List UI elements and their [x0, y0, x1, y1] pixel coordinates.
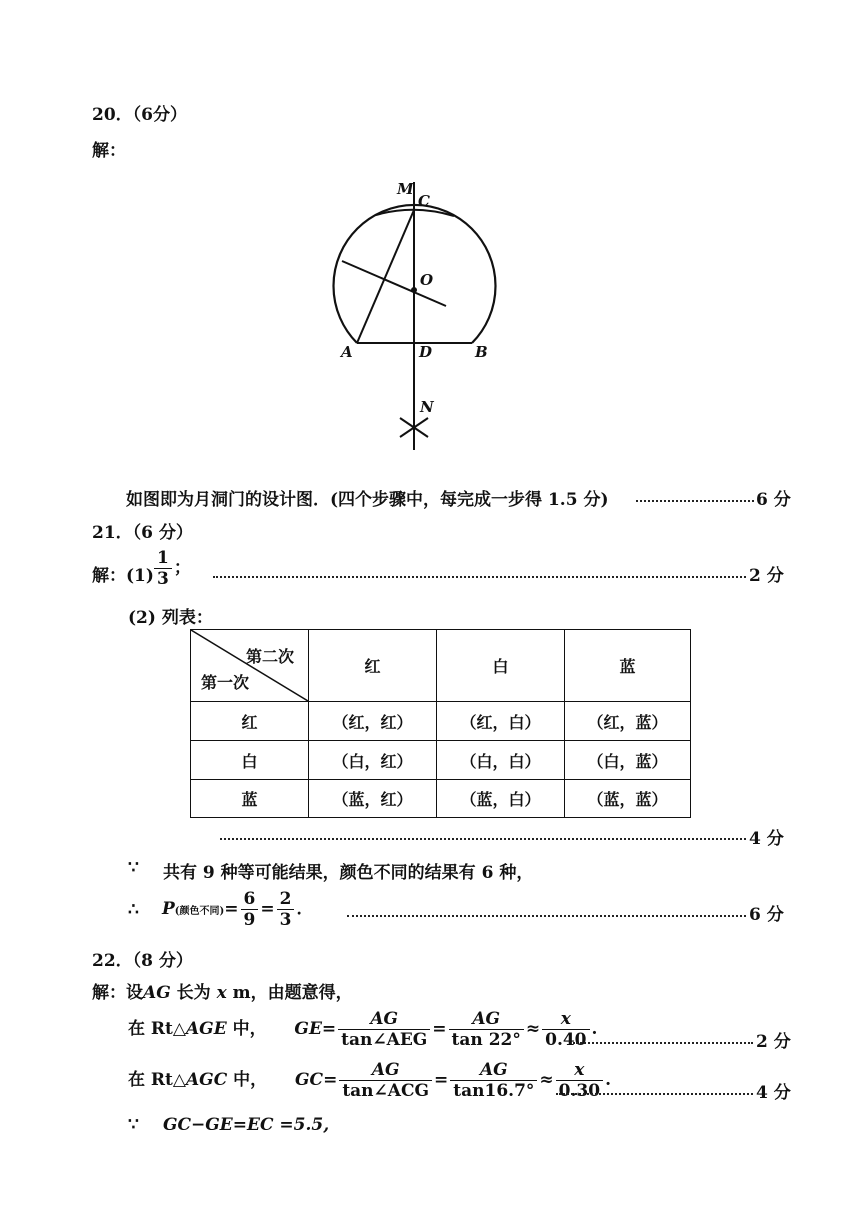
q20-score: 6 分 — [756, 490, 791, 510]
line1-lhs: GE — [294, 1019, 322, 1039]
label-n: N — [420, 398, 434, 416]
q21-because-text: 共有 9 种等可能结果，颜色不同的结果有 6 种， — [163, 863, 534, 883]
q20-number: 20．（6分） — [92, 105, 187, 125]
end-dot: ． — [296, 899, 314, 919]
label-c: C — [418, 192, 430, 210]
table-cell: （蓝，白） — [437, 780, 565, 818]
therefore-symbol: ∴ — [128, 900, 139, 920]
intro-pre: 解：设 — [92, 983, 143, 1003]
label-a: A — [341, 343, 353, 361]
fraction-denominator: 9 — [243, 910, 256, 930]
table-row — [191, 741, 691, 780]
q21-table-leader — [220, 838, 746, 840]
q21-part1-fraction — [152, 548, 191, 589]
col-header: 红 — [309, 630, 437, 702]
table-cell: （红，蓝） — [565, 702, 691, 741]
row-header: 蓝 — [191, 780, 309, 818]
q20-jie: 解： — [92, 141, 126, 161]
col-header: 蓝 — [565, 630, 691, 702]
table-row — [191, 780, 691, 818]
corner-first-label: 第一次 — [201, 673, 250, 692]
q22-line2-score: 4 分 — [756, 1083, 791, 1103]
q22-line1-score: 2 分 — [756, 1032, 791, 1052]
row-header: 白 — [191, 741, 309, 780]
intro-x: x — [216, 983, 227, 1003]
approx-symbol: ≈ — [539, 1070, 554, 1090]
fraction-numerator: AG — [449, 1009, 524, 1030]
probability-expression — [162, 889, 313, 930]
fraction-numerator: x — [542, 1009, 589, 1030]
q20-leader — [636, 500, 754, 502]
q22-intro — [92, 978, 353, 1003]
q22-line2: 在 Rt△AGC 中， GC= $\frac{AG}{\text{tan∠ACG}}$ = $\frac{AG}{\tan 16.7^\circ}$ ≈ $\frac{x}{0.30}$ . — [128, 1060, 611, 1101]
intro-mid: 长为 — [170, 983, 217, 1003]
fraction-numerator: 1 — [154, 548, 172, 569]
q22-number: 22．（8 分） — [92, 951, 193, 971]
fraction-denominator: tan∠AEG — [341, 1030, 428, 1050]
line1-triangle: AGE — [185, 1019, 227, 1039]
q22-line1: 在 Rt△AGE 中， GE= $\frac{AG}{\text{tan∠AEG}}$ = $\frac{AG}{\tan 22^\circ}$ ≈ $\frac{x}{0.40}$ . — [128, 1009, 598, 1050]
line2-triangle: AGC — [185, 1070, 228, 1090]
q21-part1-tail: ； — [173, 558, 191, 578]
q21-final-score: 6 分 — [749, 905, 784, 925]
fraction-denominator: 3 — [157, 569, 169, 589]
table-cell: （红，红） — [309, 702, 437, 741]
label-d: D — [419, 343, 433, 361]
q22-last-line: GC−GE=EC =5.5, — [163, 1115, 330, 1135]
fraction-denominator: 3 — [279, 910, 292, 930]
label-m: M — [397, 180, 414, 198]
fraction-denominator: tan∠ACG — [342, 1081, 430, 1101]
intro-var: AG — [143, 983, 171, 1003]
table-cell: （蓝，红） — [309, 780, 437, 818]
fraction-numerator: AG — [450, 1060, 537, 1081]
table-cell: （红，白） — [437, 702, 565, 741]
table-cell: （白，红） — [309, 741, 437, 780]
line1-pre: 在 Rt△ — [128, 1019, 186, 1039]
fraction-denominator: 0.30 — [558, 1081, 601, 1101]
q22-line1-leader — [573, 1042, 753, 1044]
fraction-numerator: 2 — [277, 889, 295, 910]
col-header: 白 — [437, 630, 565, 702]
q21-part1-leader — [213, 576, 746, 578]
table-cell: （白，白） — [437, 741, 565, 780]
fraction-numerator: AG — [339, 1060, 432, 1081]
q21-part1-score: 2 分 — [749, 566, 784, 586]
q21-table-score: 4 分 — [749, 829, 784, 849]
q20-text: 如图即为月洞门的设计图．(四个步骤中，每完成一步得 1.5 分) — [126, 490, 609, 510]
table-corner-cell — [191, 630, 309, 702]
fraction-numerator: 6 — [241, 889, 259, 910]
row-header: 红 — [191, 702, 309, 741]
q21-part1-label: 解：(1) — [92, 566, 154, 586]
p-subscript: (颜色不同) — [174, 906, 225, 917]
q21-final-leader — [347, 915, 746, 917]
table-row — [191, 702, 691, 741]
because-symbol: ∵ — [128, 858, 139, 878]
corner-second-label: 第二次 — [245, 647, 294, 666]
line2-pre: 在 Rt△ — [128, 1070, 186, 1090]
fraction-denominator: tan16.7° — [453, 1081, 535, 1101]
fraction-denominator: tan 22° — [451, 1030, 521, 1050]
intro-post: m，由题意得， — [226, 983, 353, 1003]
outcome-table — [190, 629, 691, 818]
line2-post: 中， — [227, 1070, 268, 1090]
p-symbol: P — [162, 899, 175, 919]
label-o: O — [420, 271, 434, 289]
equals: = — [260, 899, 275, 919]
equals: = — [224, 899, 239, 919]
fraction-denominator: 0.40 — [545, 1030, 587, 1050]
approx-symbol: ≈ — [525, 1019, 541, 1039]
table-cell: （白，蓝） — [565, 741, 691, 780]
label-b: B — [475, 343, 488, 361]
q22-line2-leader — [556, 1093, 753, 1095]
table-cell: （蓝，蓝） — [565, 780, 691, 818]
line2-lhs: GC — [295, 1070, 324, 1090]
fraction-numerator: x — [556, 1060, 603, 1081]
q21-number: 21．（6 分） — [92, 523, 193, 543]
fraction-numerator: AG — [338, 1009, 430, 1030]
because-symbol: ∵ — [128, 1115, 139, 1135]
q21-part2-label: (2) 列表： — [128, 608, 213, 628]
line1-post: 中， — [226, 1019, 267, 1039]
